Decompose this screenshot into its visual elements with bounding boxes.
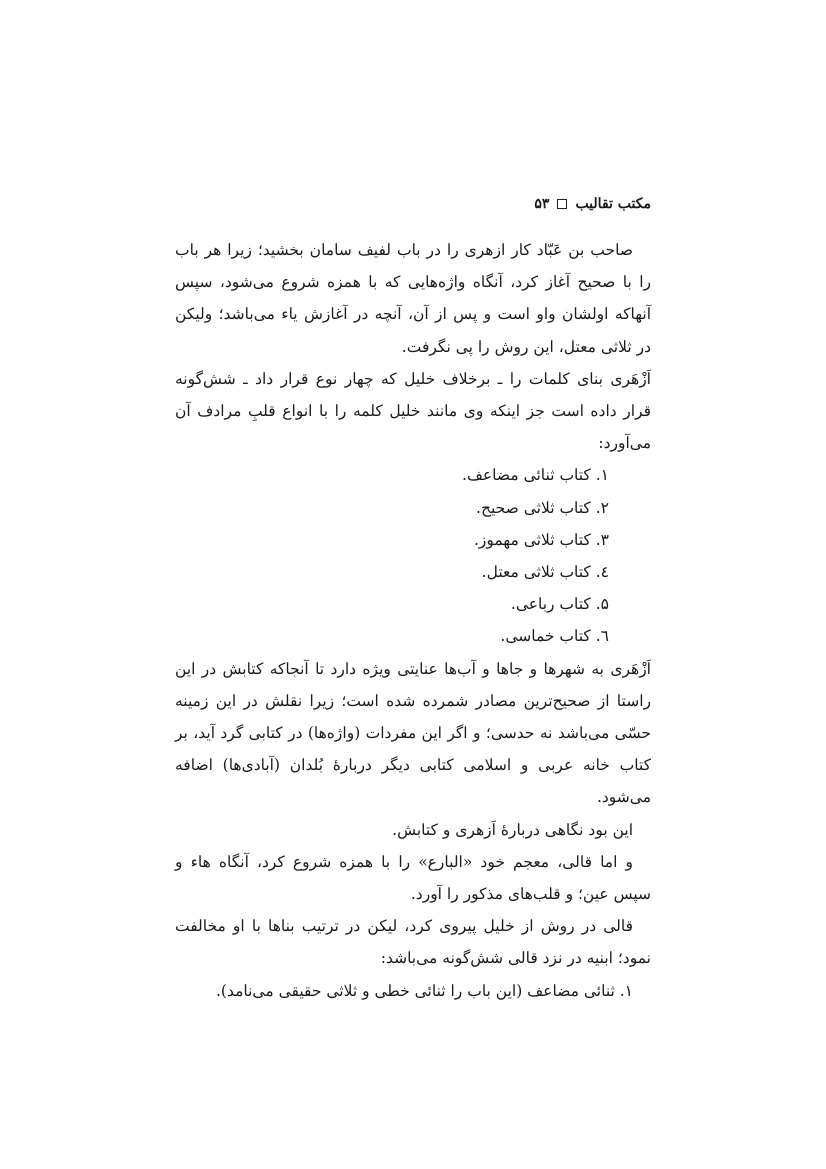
list-item: ۲. کتاب ثلاثی صحیح. bbox=[476, 498, 609, 517]
paragraph-2: اَزْهَری بنای کلمات را ـ برخلاف خلیل که چهار نوع قرار داد ـ شش‌گونه قرار داده است جز اینکه وی مانند خلیل کلمه را با انواع قلبِ مرادف آن می‌آورد: bbox=[175, 369, 651, 453]
paragraph-3: اَزْهَری به شهرها و جاها و آب‌ها عنایتی ویژه دارد تا آنجاکه کتابش در این راستا از صحیح‌ترین مصادر شمرده شده است؛ زیرا نقلش در این زمینه حسّی می‌باشد نه حدسی؛ و اگر این مفردات (واژه‌ها) در کتابی گرد آید، بر کتاب خانه عربی و اسلامی کتابی دیگر دربارهٔ بُلدان (آبادی‌ها) اضافه می‌شود. bbox=[175, 659, 651, 807]
page-number: ۵۳ bbox=[534, 196, 550, 212]
list-item: ٤. کتاب ثلاثی معتل. bbox=[481, 563, 609, 582]
paragraph-4: این بود نگاهی دربارهٔ اَزهری و کتابش. bbox=[392, 820, 633, 839]
list-item: ۳. کتاب ثلاثی مهموز. bbox=[473, 530, 609, 549]
list-item: ۱. ثنائی مضاعف (این باب را ثنائی خطی و ثلاثی حقیقی می‌نامد). bbox=[215, 981, 633, 1000]
paragraph-1: صاحب بن عَبّاد کار ازهری را در باب لفیف سامان بخشید؛ زیرا هر باب را با صحیح آغاز کرد، آنگاه واژه‌هایی که با همزه شروع می‌شود، سپس آنهاکه اولشان واو است و پس از آن، آنچه در آغازش یاء می‌باشد؛ ولیکن در ثلاثی معتل، این روش را پی نگرفت. bbox=[175, 241, 652, 356]
list-item: ٦. کتاب خماسی. bbox=[500, 627, 609, 646]
paragraph-6: قالی در روش از خلیل پیروی کرد، لیکن در ترتیب بناها با او مخالفت نمود؛ ابنیه در نزد قالی شش‌گونه می‌باشد: bbox=[175, 917, 651, 968]
qali-forms-list bbox=[175, 975, 651, 1007]
paragraph-5: و اما قالی، معجم خود «البارع» را با همزه شروع کرد، آنگاه هاء و سپس عین؛ و قلب‌های مذکور را آورد. bbox=[175, 852, 651, 904]
running-header bbox=[534, 196, 651, 212]
book-sections-list bbox=[175, 459, 651, 652]
square-bullet-icon bbox=[557, 199, 567, 209]
page-body bbox=[175, 234, 651, 1007]
header-title: مکتب تقالیب bbox=[575, 196, 651, 212]
list-item: ۵. کتاب رباعی. bbox=[510, 595, 609, 614]
list-item: ۱. کتاب ثنائی مضاعف. bbox=[461, 466, 609, 485]
